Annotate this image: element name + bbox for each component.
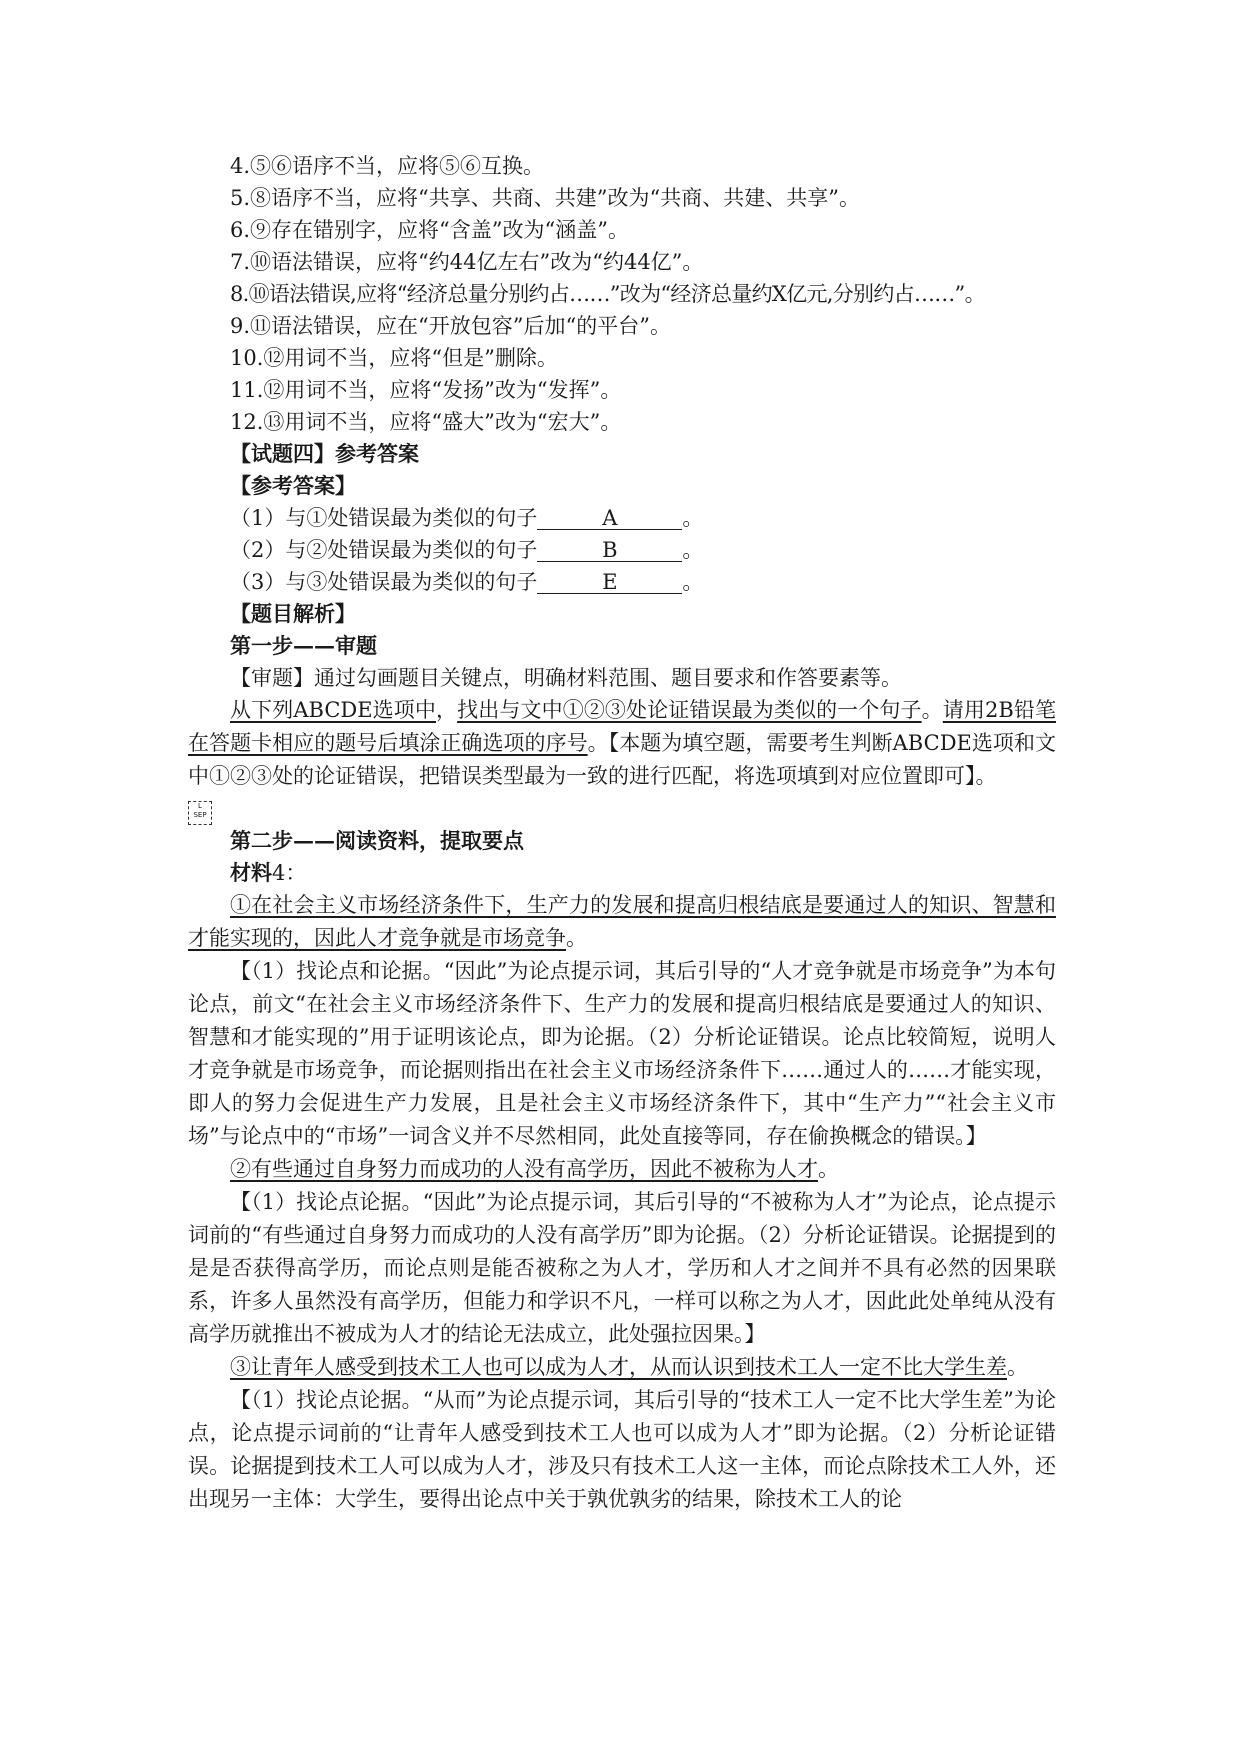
answer-prefix: （2）与②处错误最为类似的句子 [230, 538, 538, 562]
answer-suffix: 。 [682, 570, 704, 594]
list-item-6: 6.⑨存在错别字，应将“含盖”改为“涵盖”。 [230, 218, 629, 242]
sep-row [188, 793, 1056, 825]
review-text: 【审题】通过勾画题目关键点，明确材料范围、题目要求和作答要素等。 [230, 666, 902, 690]
document-body [188, 150, 1056, 1516]
analysis-2: 【（1）找论点论据。“因此”为论点提示词，其后引导的“不被称为人才”为论点，论点提示词前的“有些通过自身努力而成功的人没有高学历”即为论据。（2）分析论证错误。论据提到的是是否获得高学历，而论点则是能否被称之为人才，学历和人才之间并不具有必然的因果联系，许多人虽然没有高学历，但能力和学识不凡，一样可以称之为人才，因此此处单纯从没有高学历就推出不被成为人才的结论无法成立，此处强拉因果。】 [188, 1190, 1056, 1346]
answer-suffix: 。 [682, 538, 704, 562]
analysis-1: 【（1）找论点和论据。“因此”为论点提示词，其后引导的“人才竞争就是市场竞争”为本句论点，前文“在社会主义市场经济条件下、生产力的发展和提高归根结底是要通过人的知识、智慧和才能实现的”用于证明该论点，即为论据。（2）分析论证错误。论点比较简短，说明人才竞争就是市场竞争，而论据则指出在社会主义市场经济条件下……通过人的……才能实现，即人的努力会促进生产力发展，且是社会主义市场经济条件下，其中“生产力”“社会主义市场”与论点中的“市场”一词含义并不尽然相同，此处直接等同，存在偷换概念的错误。】 [188, 959, 1056, 1148]
statement-3-end: 。 [1007, 1355, 1028, 1379]
statement-2 [188, 1153, 1056, 1186]
question-underline-1: 从下列ABCDE选项中 [230, 698, 437, 722]
list-item-7: 7.⑩语法错误，应将“约44亿左右”改为“约44亿”。 [230, 250, 704, 274]
heading-test4: 【试题四】参考答案 [230, 441, 419, 466]
statement-1 [188, 889, 1056, 955]
answer-blank: E [537, 571, 682, 594]
list-item-5: 5.⑧语序不当，应将“共享、共商、共建”改为“共商、共建、共享”。 [230, 186, 860, 210]
answer-blank: A [537, 507, 682, 530]
material-label-row [188, 857, 1056, 889]
answer-row-3 [188, 566, 1056, 598]
sep-mark-icon: L SEP [188, 801, 212, 825]
step1-heading: 第一步——审题 [230, 633, 377, 658]
question-underline-2: 找出与文中①②③处论证错误最为类似的一个句子 [457, 698, 922, 722]
list-item-12: 12.⑬用词不当，应将“盛大”改为“宏大”。 [230, 410, 622, 434]
question-comma: ， [436, 698, 458, 722]
analysis-3: 【（1）找论点论据。“从而”为论点提示词，其后引导的“技术工人一定不比大学生差”为论点，论点提示词前的“让青年人感受到技术工人也可以成为人才”即为论据。（2）分析论证错误。论据提到技术工人可以成为人才，涉及只有技术工人这一主体，而论点除技术工人外，还出现另一主体：大学生，要得出论点中关于孰优孰劣的结果，除技术工人的论 [188, 1388, 1056, 1511]
answer-prefix: （1）与①处错误最为类似的句子 [230, 506, 538, 530]
question-note: 。【本题为填空题，需要考生判断ABCDE选项和文中①②③处的论证错误，把错误类型最为一致的进行匹配，将选项填到对应位置即可】。 [188, 731, 1056, 788]
statement-3-text: ③让青年人感受到技术工人也可以成为人才，从而认识到技术工人一定不比大学生差 [230, 1355, 1007, 1379]
statement-2-text: ②有些通过自身努力而成功的人没有高学历，因此不被称为人才 [230, 1157, 818, 1181]
statement-1-end: 。 [566, 926, 587, 950]
question-period: 。 [921, 698, 943, 722]
answer-prefix: （3）与③处错误最为类似的句子 [230, 570, 538, 594]
material-number: 4： [272, 861, 307, 885]
statement-3 [188, 1351, 1056, 1384]
material-label: 材料 [230, 860, 272, 885]
heading-analysis: 【题目解析】 [230, 601, 356, 626]
answer-blank: B [537, 539, 682, 562]
statement-1-text: ①在社会主义市场经济条件下，生产力的发展和提高归根结底是要通过人的知识、智慧和才能实现的，因此人才竞争就是市场竞争 [188, 893, 1056, 950]
answer-row-2 [188, 534, 1056, 566]
list-item-11: 11.⑫用词不当，应将“发扬”改为“发挥”。 [230, 378, 622, 402]
list-item-10: 10.⑫用词不当，应将“但是”删除。 [230, 346, 558, 370]
list-item-9: 9.⑪语法错误，应在“开放包容”后加“的平台”。 [230, 314, 671, 338]
statement-2-end: 。 [818, 1157, 839, 1181]
question-underline-3: 请用2B铅笔在答题卡相应的题号后填涂正确选项的序号 [188, 698, 1057, 755]
step2-heading: 第二步——阅读资料，提取要点 [230, 828, 524, 853]
answer-suffix: 。 [682, 506, 704, 530]
list-item-8: 8.⑩语法错误,应将“经济总量分别约占……”改为“经济总量约X亿元,分别约占……”。 [230, 282, 985, 306]
answer-row-1 [188, 502, 1056, 534]
list-item-4: 4.⑤⑥语序不当，应将⑤⑥互换。 [230, 154, 545, 178]
question-paragraph [188, 694, 1056, 793]
heading-answer: 【参考答案】 [230, 473, 356, 498]
